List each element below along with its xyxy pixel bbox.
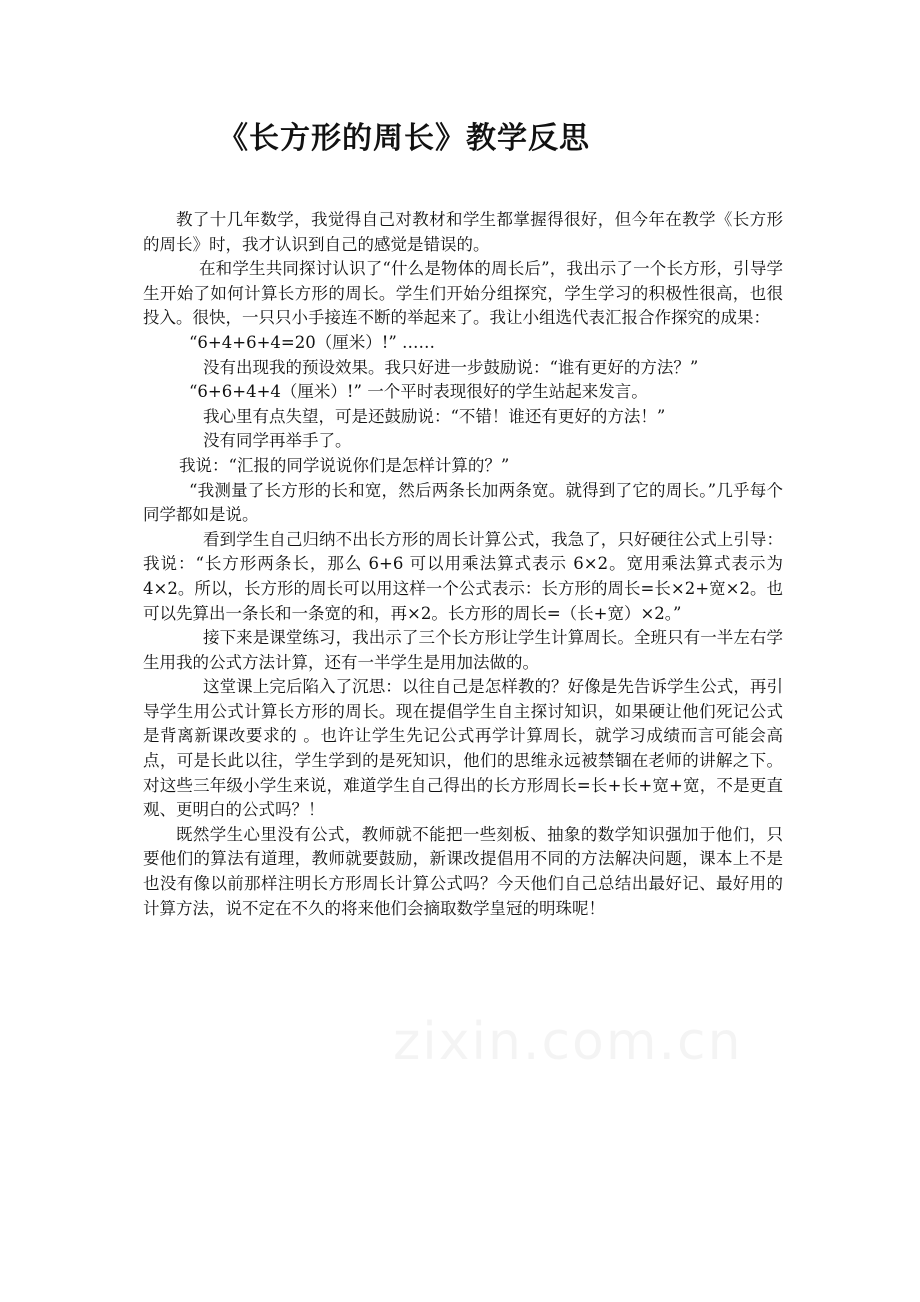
paragraph-first-answer: “6+4+6+4=20（厘米）!” …… xyxy=(189,332,436,352)
watermark xyxy=(393,1012,743,1072)
paragraph-measure: “我测量了长方形的长和宽，然后两条长加两条宽。就得到了它的周长。”几乎每个同学都如是说。 xyxy=(143,480,783,525)
paragraph-encourage-1: 没有出现我的预设效果。我只好进一步鼓励说：“谁有更好的方法？” xyxy=(203,357,699,377)
document-body xyxy=(143,208,783,921)
paragraph-practice: 接下来是课堂练习，我出示了三个长方形让学生计算周长。全班只有一半左右学生用我的公式方法计算，还有一半学生是用加法做的。 xyxy=(143,628,783,672)
document-title: 《长方形的周长》教学反思 xyxy=(218,121,590,156)
paragraph-no-hands: 没有同学再举手了。 xyxy=(203,431,352,451)
paragraph-conclusion: 既然学生心里没有公式，教师就不能把一些刻板、抽象的数学知识强加于他们，只要他们的算法有道理，教师就要鼓励，新课改提倡用不同的方法解决问题，课本上不是也没有像以前那样注明长方形周长计算公式吗？今天他们自己总结出最好记、最好用的计算方法，说不定在不久的将来他们会摘取数学皇冠的明珠呢！ xyxy=(143,824,783,918)
paragraph-ask: 我说：“汇报的同学说说你们是怎样计算的？” xyxy=(179,455,510,475)
paragraph-encourage-2: 我心里有点失望，可是还鼓励说：“不错！谁还有更好的方法！” xyxy=(203,406,666,426)
paragraph-second-answer: “6+6+4+4（厘米）!” 一个平时表现很好的学生站起来发言。 xyxy=(189,382,648,402)
paragraph-formula: 看到学生自己归纳不出长方形的周长计算公式，我急了，只好硬往公式上引导：我说：“长方形两条长，那么 6+6 可以用乘法算式表示 6×2。宽用乘法算式表示为 4×2。所以，长方形的周长可以用这样一个公式表示：长方形的周长=长×2+宽×2。也可以先算出一条长和一条宽的和，再×2。长方形的周长=（长+宽）×2。” xyxy=(143,529,783,623)
paragraph-intro: 教了十几年数学，我觉得自己对教材和学生都掌握得很好，但今年在教学《长方形的周长》时，我才认识到自己的感觉是错误的。 xyxy=(143,210,783,254)
paragraph-reflection: 这堂课上完后陷入了沉思：以往自己是怎样教的？好像是先告诉学生公式，再引导学生用公式计算长方形的周长。现在提倡学生自主探讨知识，如果硬让他们死记公式是背离新课改要求的 。也许让学生先记公式再学计算周长，就学习成绩而言可能会高点，可是长此以往，学生学到的是死知识，他们的思维永远被禁锢在老师的讲解之下。对这些三年级小学生来说，难道学生自己得出的长方形周长=长+长+宽+宽，不是更直观、更明白的公式吗？！ xyxy=(143,677,783,820)
paragraph-exploration: 在和学生共同探讨认识了“什么是物体的周长后”，我出示了一个长方形，引导学生开始了如何计算长方形的周长。学生们开始分组探究，学生学习的积极性很高，也很投入。很快，一只只小手接连不断的举起来了。我让小组选代表汇报合作探究的成果： xyxy=(143,259,783,328)
